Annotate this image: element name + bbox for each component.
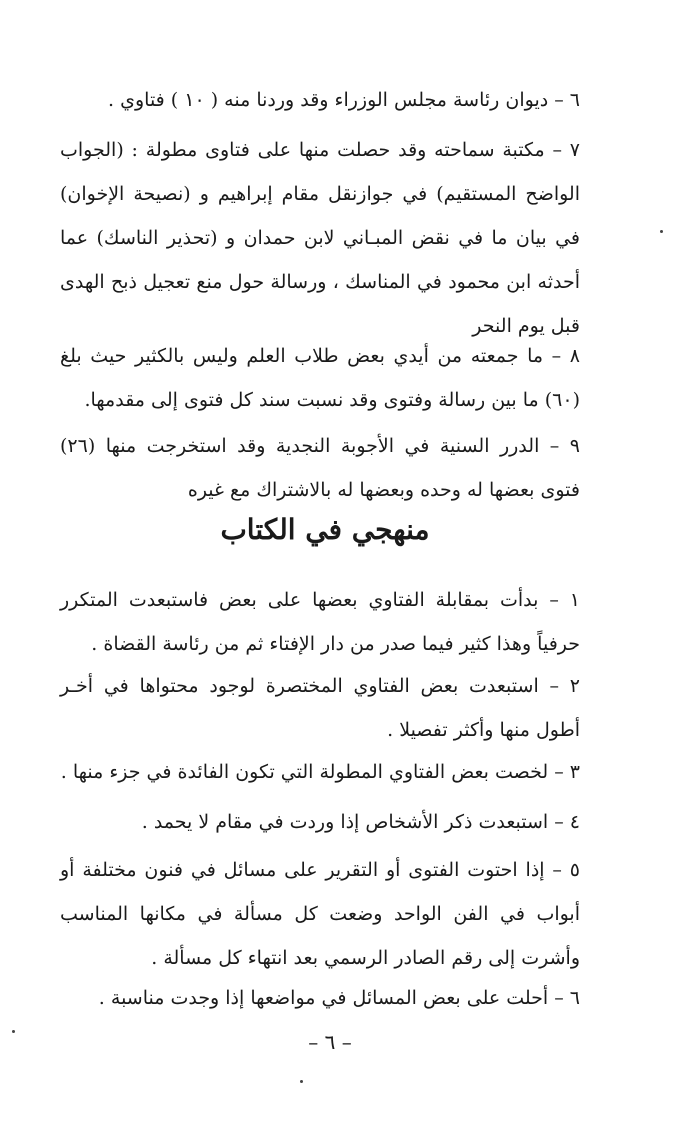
method-item-1 [60, 578, 580, 666]
scan-speck [12, 1030, 15, 1033]
scan-speck [300, 1080, 303, 1083]
scan-speck [660, 230, 663, 233]
method-item-text: ٥ – إذا احتوت الفتوى أو التقرير على مسائل في فنون مختلفة أو أبواب في الفن الواحد وضعت كل مسألة في مكانها المناسب وأشرت إلى رقم الصادر الرسمي بعد انتهاء كل مسألة . [60, 859, 580, 969]
section-heading: منهجي في الكتاب [220, 513, 430, 546]
method-item-text: ١ – بدأت بمقابلة الفتاوي بعضها على بعض فاستبعدت المتكرر حرفياً وهذا كثير فيما صدر من دار الإفتاء ثم من رئاسة القضاة . [60, 589, 580, 655]
source-item-7 [60, 128, 580, 348]
method-item-text: ٢ – استبعدت بعض الفتاوي المختصرة لوجود محتواها في أخـر أطول منها وأكثر تفصيلا . [60, 675, 580, 741]
source-item-text: ٧ – مكتبة سماحته وقد حصلت منها على فتاوى مطولة : (الجواب الواضح المستقيم) في جوازنقل مقام إبراهيم و (نصيحة الإخوان) في بيان ما في نقض المبـاني لابن حمدان و (تحذير الناسك) عما أحدثه ابن محمود في المناسك ، ورسالة حول منع تعجيل ذبح الهدى قبل يوم النحر [60, 139, 580, 337]
source-item-text: ٩ – الدرر السنية في الأجوبة النجدية وقد استخرجت منها (٢٦) فتوى بعضها له وحده وبعضها له بالاشتراك مع غيره [60, 435, 580, 501]
page-number: – ٦ – [308, 1030, 352, 1054]
method-item-text: ٤ – استبعدت ذكر الأشخاص إذا وردت في مقام لا يحمد . [141, 811, 580, 833]
method-item-2 [60, 664, 580, 752]
method-item-text: ٦ – أحلت على بعض المسائل في مواضعها إذا وجدت مناسبة . [98, 987, 580, 1009]
source-item-8 [60, 334, 580, 422]
source-item-9 [60, 424, 580, 512]
source-item-6 [60, 78, 580, 122]
method-item-6 [60, 976, 580, 1020]
method-item-4 [60, 800, 580, 844]
method-item-5 [60, 848, 580, 980]
method-item-text: ٣ – لخصت بعض الفتاوي المطولة التي تكون الفائدة في جزء منها . [60, 761, 580, 783]
source-item-text: ٨ – ما جمعته من أيدي بعض طلاب العلم وليس بالكثير حيث بلغ (٦٠) ما بين رسالة وفتوى وقد نسبت سند كل فتوى إلى مقدمها. [60, 345, 580, 411]
source-item-text: ٦ – ديوان رئاسة مجلس الوزراء وقد وردنا منه ( ١٠ ) فتاوي . [108, 89, 580, 111]
method-item-3 [60, 750, 580, 794]
